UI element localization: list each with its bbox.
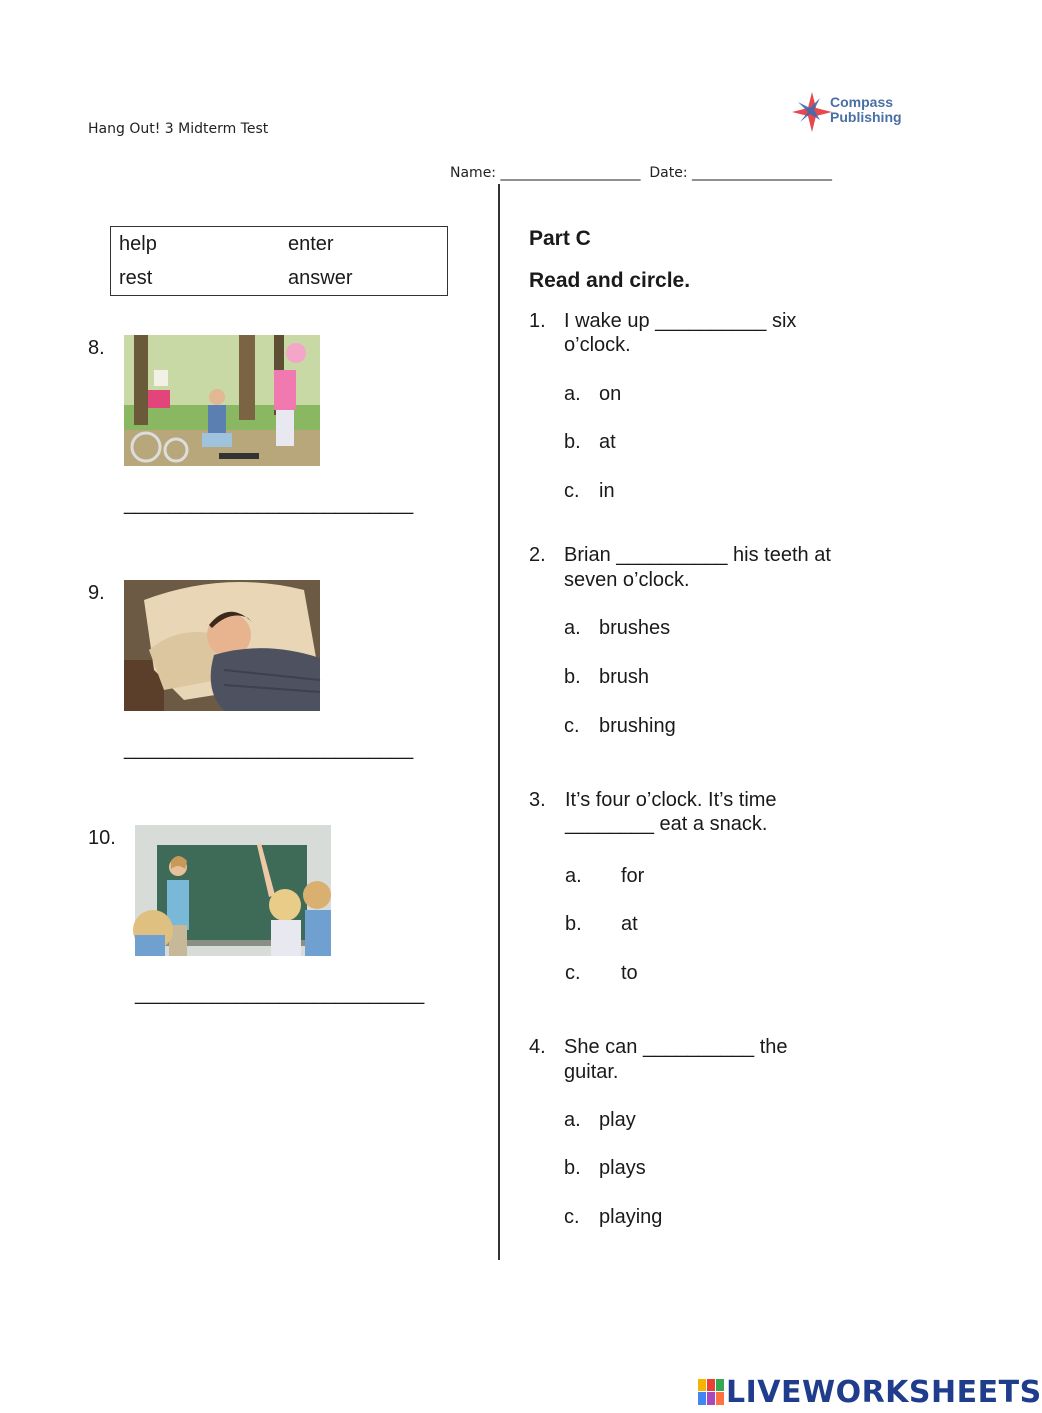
question-3-number: 3. (529, 789, 546, 811)
liveworksheets-logo (698, 1375, 1042, 1409)
question-2-option-c[interactable]: brushing (599, 715, 676, 737)
question-1-option-b[interactable]: at (599, 431, 616, 453)
question-4-option-b[interactable]: plays (599, 1157, 646, 1179)
question-10-number: 10. (88, 827, 116, 849)
date-field[interactable]: ____________________ (692, 165, 833, 181)
answer-line-10[interactable]: __________________________ (135, 983, 425, 1005)
word-bank-box (110, 226, 448, 296)
test-title: Hang Out! 3 Midterm Test (88, 121, 269, 137)
logo-line2: Publishing (830, 109, 902, 125)
option-letter: b. (565, 913, 582, 935)
sleeping-boy-photo (124, 580, 320, 711)
question-3-option-a[interactable]: for (621, 865, 645, 887)
compass-publishing-logo (786, 82, 910, 138)
option-letter: b. (564, 431, 581, 453)
word-bank-item: help (119, 233, 157, 255)
option-letter: c. (565, 962, 581, 984)
question-9-number: 9. (88, 582, 105, 604)
name-label: Name: (450, 165, 497, 181)
option-letter: a. (564, 1109, 581, 1131)
name-date-line (450, 165, 832, 181)
question-4-line2: guitar. (564, 1061, 619, 1083)
part-c-title: Part C (529, 227, 591, 250)
compass-star-icon (790, 90, 834, 134)
answer-line-9[interactable]: __________________________ (124, 738, 414, 760)
tricycle-children-photo (124, 335, 320, 466)
question-4-option-a[interactable]: play (599, 1109, 636, 1131)
question-1-option-a[interactable]: on (599, 383, 622, 405)
word-bank-item: enter (288, 233, 334, 255)
question-2-number: 2. (529, 544, 546, 566)
question-2-line1: Brian __________ his teeth at (564, 544, 831, 566)
date-label: Date: (649, 165, 688, 181)
liveworksheets-brand: LIVEWORKSHEETS (726, 1374, 1042, 1410)
question-4-line1: She can __________ the (564, 1036, 788, 1058)
option-letter: c. (564, 1206, 580, 1228)
answer-line-8[interactable]: __________________________ (124, 493, 414, 515)
question-3-option-b[interactable]: at (621, 913, 638, 935)
name-field[interactable]: ____________________ (500, 165, 641, 181)
question-2-option-a[interactable]: brushes (599, 617, 671, 639)
question-1-option-c[interactable]: in (599, 480, 615, 502)
classroom-photo (135, 825, 331, 956)
question-3-line2: ________ eat a snack. (565, 813, 768, 835)
question-1-line1: I wake up __________ six (564, 310, 797, 332)
question-4-number: 4. (529, 1036, 546, 1058)
question-1-number: 1. (529, 310, 546, 332)
word-bank-item: answer (288, 267, 353, 289)
column-divider (498, 184, 500, 1260)
logo-line1: Compass (830, 94, 894, 110)
question-2-option-b[interactable]: brush (599, 666, 650, 688)
question-3-option-c[interactable]: to (621, 962, 638, 984)
liveworksheets-blocks-icon (698, 1379, 724, 1405)
option-letter: c. (564, 480, 580, 502)
option-letter: b. (564, 1157, 581, 1179)
question-1-line2: o’clock. (564, 334, 631, 356)
part-c-instruction: Read and circle. (529, 269, 691, 292)
option-letter: b. (564, 666, 581, 688)
question-3-line1: It’s four o’clock. It’s time (565, 789, 777, 811)
question-4-option-c[interactable]: playing (599, 1206, 663, 1228)
question-8-number: 8. (88, 337, 105, 359)
option-letter: a. (564, 617, 581, 639)
option-letter: a. (565, 865, 582, 887)
question-2-line2: seven o’clock. (564, 569, 690, 591)
word-bank-item: rest (119, 267, 153, 289)
option-letter: c. (564, 715, 580, 737)
option-letter: a. (564, 383, 581, 405)
